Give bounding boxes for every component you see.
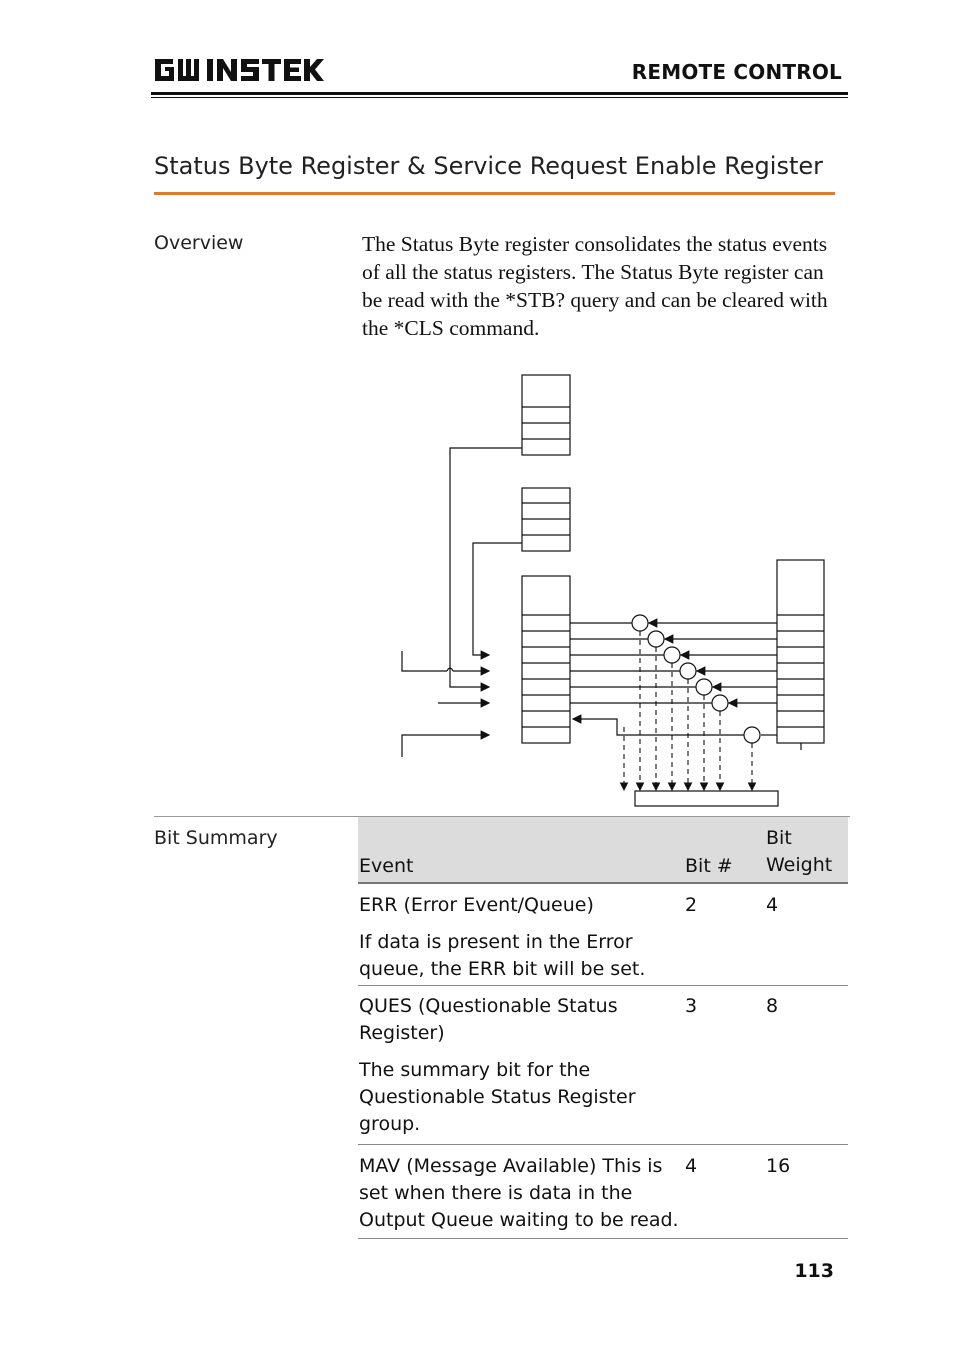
bit-summary-label: Bit Summary	[154, 827, 278, 849]
table-row	[358, 1145, 848, 1239]
row-weight: 4	[766, 894, 779, 916]
table-row	[358, 986, 848, 1145]
header-rule	[151, 92, 848, 95]
header-bit-weight: Bit Weight	[766, 827, 833, 876]
header-section-title: REMOTE CONTROL	[631, 60, 842, 84]
row-weight: 8	[766, 995, 779, 1017]
row-bit: 4	[685, 1155, 698, 1177]
table-header	[358, 817, 848, 884]
row-description: If data is present in the Error queue, the ERR bit will be set.	[359, 931, 646, 980]
overview-label: Overview	[154, 232, 244, 254]
brand-logo	[153, 55, 325, 85]
status-register-diagram	[380, 360, 850, 810]
header-rule-thin	[151, 97, 848, 98]
bit-summary-table	[358, 817, 848, 1239]
table-row	[358, 884, 848, 986]
row-event: MAV (Message Available) This is set when there is data in the Output Queue waiting to be read.	[359, 1155, 679, 1231]
section-title: Status Byte Register & Service Request Enable Register	[154, 152, 823, 180]
row-bit: 2	[685, 894, 698, 916]
row-bit: 3	[685, 995, 698, 1017]
row-event: QUES (Questionable Status Register)	[359, 995, 618, 1044]
header-bit-number: Bit #	[685, 855, 733, 877]
page-number: 113	[794, 1260, 834, 1282]
row-event: ERR (Error Event/Queue)	[359, 894, 594, 916]
section-underline	[154, 192, 835, 195]
row-description: The summary bit for the Questionable Status Register group.	[359, 1059, 636, 1135]
row-weight: 16	[766, 1155, 791, 1177]
overview-text: The Status Byte register consolidates the status events of all the status registers. The Status Byte register can be read with the *STB? query and can be cleared with the *CLS command.	[362, 232, 828, 340]
header-event: Event	[359, 855, 414, 877]
